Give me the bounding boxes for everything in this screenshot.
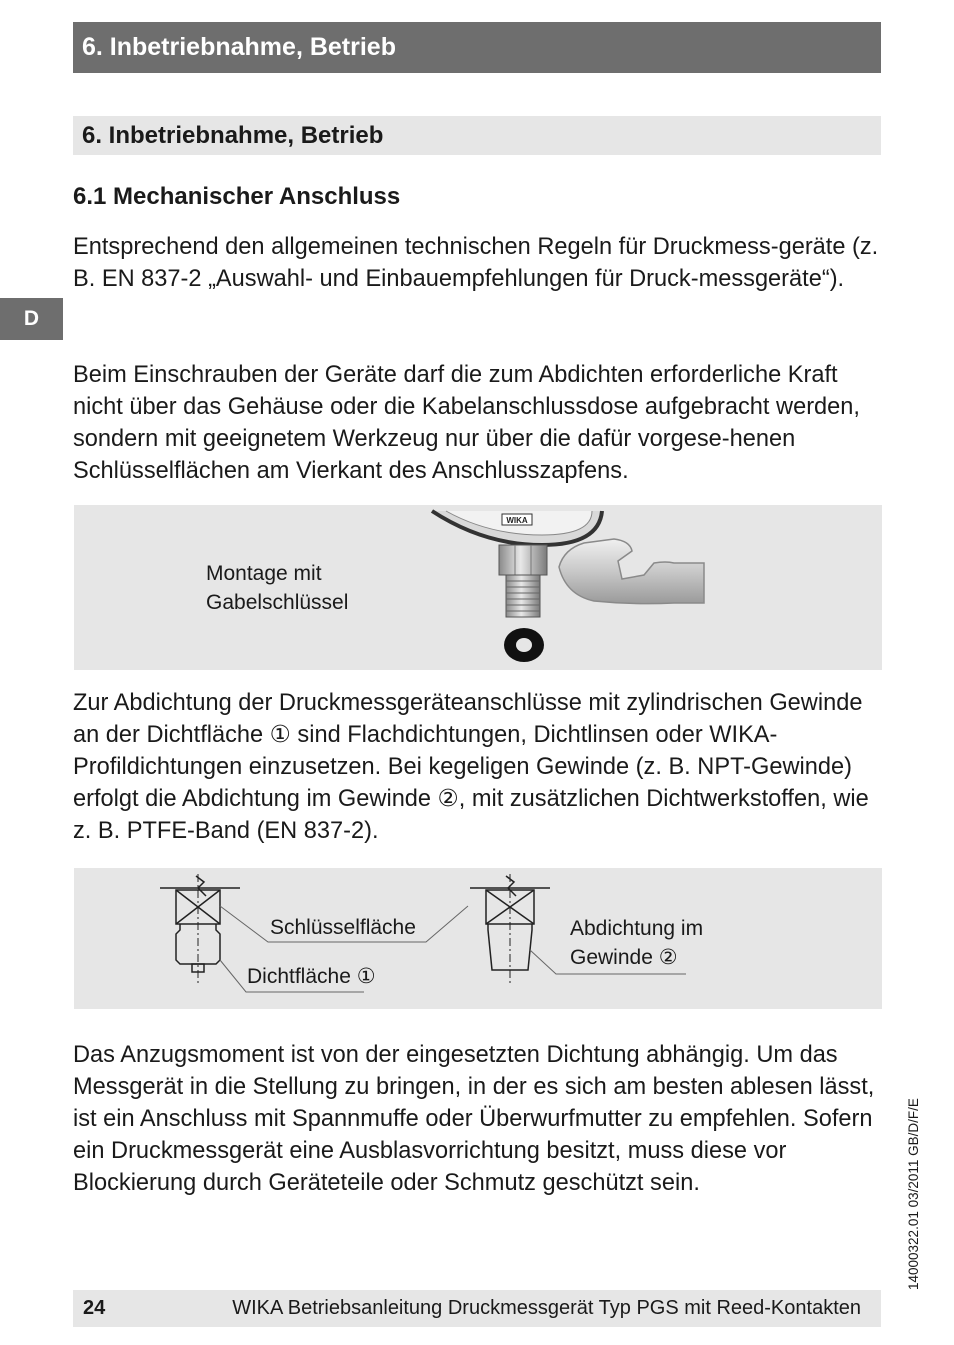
subsection-heading: 6.1 Mechanischer Anschluss [73, 183, 401, 210]
language-tab: D [0, 298, 63, 340]
paragraph-standards: Entsprechend den allgemeinen technischen Regeln für Druckmess-geräte (z. B. EN 837-2 „Auswahl- und Einbauempfehlungen für Druck-messgeräte“). [73, 234, 879, 292]
footer-title: WIKA Betriebsanleitung Druckmessgerät Typ PGS mit Reed-Kontakten [232, 1297, 861, 1319]
label-seal-surface: Dichtfläche ① [247, 965, 376, 988]
figure-caption-line2: Gabelschlüssel [206, 591, 349, 614]
page-number: 24 [83, 1297, 106, 1319]
section-heading: 6. Inbetriebnahme, Betrieb [73, 116, 881, 155]
paragraph-mounting: Beim Einschrauben der Geräte darf die zum Abdichten erforderliche Kraft nicht über das Gehäuse oder die Kabelanschlussdose aufgebracht werden, sondern mit geeignetem Werkzeug nur über die dafür vorgese-henen Schlüsselflächen am Vierkant des Anschlusszapfens. [73, 362, 860, 484]
label-key-surface: Schlüsselfläche [270, 916, 416, 939]
gauge-brand-text: WIKA [506, 516, 528, 525]
figure-wrench-mounting [74, 505, 882, 670]
gauge-wrench-illustration [74, 505, 882, 670]
paragraph-torque: Das Anzugsmoment ist von der eingesetzten Dichtung abhängig. Um das Messgerät in die Stellung zu bringen, in der es sich am besten ablesen lässt, ist ein Anschluss mit Spannmuffe oder Überwurfmutter zu empfehlen. Sofern ein Druckmessgerät eine Ausblasvorrichtung besitzt, muss diese vor Blockierung durch Geräteteile oder Schmutz geschützt sein. [73, 1042, 875, 1196]
label-thread-seal-line1: Abdichtung im [570, 917, 704, 940]
document-code: 14000322.01 03/2011 GB/D/F/E [906, 1098, 921, 1290]
page-footer [73, 1290, 881, 1327]
paragraph-sealing: Zur Abdichtung der Druckmessgeräteanschlüsse mit zylindrischen Gewinde an der Dichtfläche ① sind Flachdichtungen, Dichtlinsen oder WIKA-Profildichtungen einzusetzen. Bei kegeligen Gewinde (z. B. NPT-Gewinde) erfolgt die Abdichtung im Gewinde ②, mit zusätzlichen Dichtwerkstoffen, wie z. B. PTFE-Band (EN 837-2). [73, 690, 869, 844]
figure-sealing-diagram [74, 868, 882, 1009]
chapter-header: 6. Inbetriebnahme, Betrieb [73, 22, 881, 73]
sealing-diagram [74, 868, 882, 1009]
figure-caption-line1: Montage mit [206, 562, 322, 585]
label-thread-seal-line2: Gewinde ② [570, 946, 678, 969]
